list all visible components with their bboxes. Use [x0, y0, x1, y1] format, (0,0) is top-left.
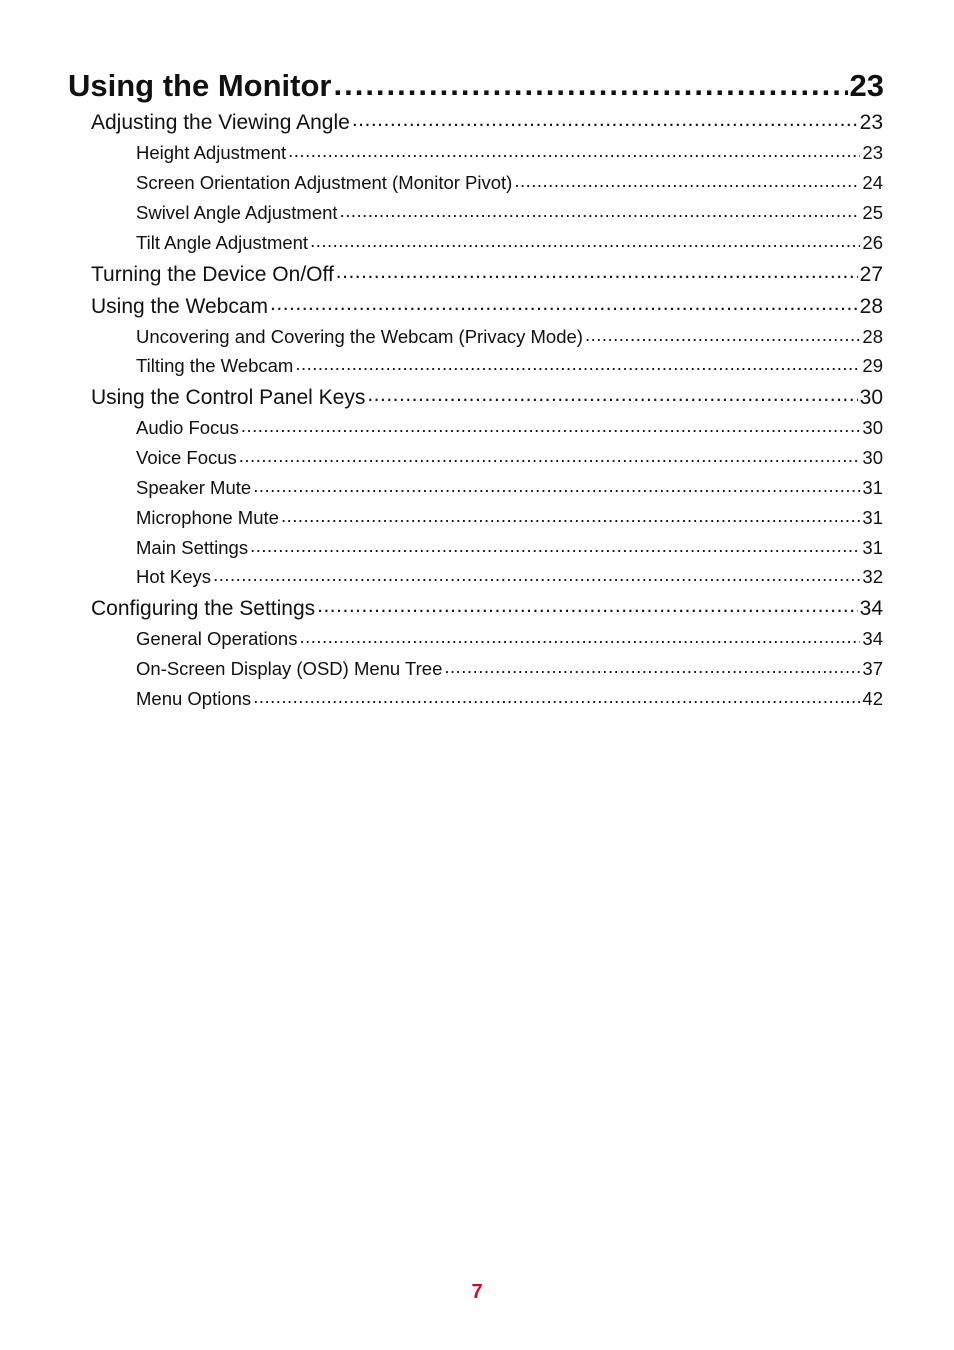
toc-leader-dots: [514, 169, 860, 189]
toc-leader-dots: [213, 563, 860, 583]
toc-subentry-page: 31: [862, 537, 883, 558]
toc-subentry-page: 30: [862, 417, 883, 438]
toc-subentry-page: 30: [862, 447, 883, 468]
toc-entry-page: 30: [859, 386, 883, 409]
toc-subentry[interactable]: [136, 414, 883, 440]
toc-heading-page: 23: [849, 68, 884, 103]
toc-subentry[interactable]: [136, 323, 883, 349]
toc-subentry[interactable]: [136, 655, 883, 681]
toc-entry-label: Turning the Device On/Off: [91, 263, 334, 286]
toc-subentry[interactable]: [136, 169, 883, 195]
toc-entry-page: 23: [859, 111, 883, 134]
page-number: 7: [471, 1281, 483, 1303]
toc-entry-label: Using the Webcam: [91, 295, 269, 318]
toc-subentry-label: Voice Focus: [136, 447, 237, 468]
toc-subentry-label: Tilting the Webcam: [136, 355, 294, 376]
toc-leader-dots: [288, 139, 860, 159]
toc-subentry-label: Menu Options: [136, 688, 252, 709]
toc-subentry[interactable]: [136, 534, 883, 560]
toc-heading-label: Using the Monitor: [68, 68, 332, 103]
toc-entry-label: Adjusting the Viewing Angle: [91, 111, 350, 134]
toc-subentry-label: Tilt Angle Adjustment: [136, 232, 309, 253]
toc-subentry-page: 23: [862, 142, 883, 163]
toc-subentry-page: 32: [862, 566, 883, 587]
toc-subentry[interactable]: [136, 474, 883, 500]
toc-leader-dots: [253, 685, 860, 705]
toc-subentry-page: 28: [862, 326, 883, 347]
toc-entry-page: 28: [859, 295, 883, 318]
toc-leader-dots: [352, 107, 858, 129]
toc-subentry-page: 42: [862, 688, 883, 709]
toc-subentry-page: 34: [862, 628, 883, 649]
toc-leader-dots: [253, 474, 860, 494]
toc-subentry[interactable]: [136, 504, 883, 530]
toc-subentry-label: Screen Orientation Adjustment (Monitor Pivot): [136, 172, 513, 193]
toc-leader-dots: [585, 323, 860, 343]
toc-subentry[interactable]: [136, 444, 883, 470]
toc-leader-dots: [299, 625, 860, 645]
toc-subentry-label: General Operations: [136, 628, 298, 649]
toc-leader-dots: [367, 382, 857, 404]
toc-subentry[interactable]: [136, 199, 883, 225]
toc-entry[interactable]: [91, 107, 883, 136]
toc-leader-dots: [281, 504, 860, 524]
toc-entry[interactable]: [91, 593, 883, 622]
toc-leader-dots: [340, 199, 861, 219]
toc-leader-dots: [241, 414, 861, 434]
toc-subentry-label: Height Adjustment: [136, 142, 287, 163]
toc-subentry-label: Speaker Mute: [136, 477, 252, 498]
toc-leader-dots: [239, 444, 861, 464]
toc-subentry-page: 31: [862, 507, 883, 528]
toc-entry-page: 27: [859, 263, 883, 286]
toc-leader-dots: [310, 229, 860, 249]
toc-leader-dots: [270, 291, 858, 313]
toc-entry[interactable]: [91, 291, 883, 320]
toc-subentry-page: 29: [862, 355, 883, 376]
toc-subentry[interactable]: [136, 625, 883, 651]
toc-subentry-label: Swivel Angle Adjustment: [136, 202, 338, 223]
toc-subentry-page: 26: [862, 232, 883, 253]
toc-subentry-label: Main Settings: [136, 537, 249, 558]
toc-entry[interactable]: [91, 382, 883, 411]
toc-entry-page: 34: [859, 597, 883, 620]
toc-leader-dots: [250, 534, 860, 554]
toc-subentry-label: Microphone Mute: [136, 507, 279, 528]
toc-subentry-label: Audio Focus: [136, 417, 239, 438]
toc-subentry[interactable]: [136, 685, 883, 711]
toc-leader-dots: [444, 655, 860, 675]
toc-subentry[interactable]: [136, 139, 883, 165]
toc-subentry-label: On-Screen Display (OSD) Menu Tree: [136, 658, 443, 679]
toc-subentry-page: 37: [862, 658, 883, 679]
toc-heading[interactable]: [68, 66, 884, 105]
toc-leader-dots: [333, 66, 847, 96]
toc-subentry[interactable]: [136, 352, 883, 378]
toc-subentry-label: Uncovering and Covering the Webcam (Privacy Mode): [136, 326, 583, 347]
toc-leader-dots: [336, 259, 858, 281]
toc-subentry[interactable]: [136, 229, 883, 255]
toc-subentry-page: 25: [862, 202, 883, 223]
toc-subentry-page: 24: [862, 172, 883, 193]
toc-subentry-page: 31: [862, 477, 883, 498]
toc-entry[interactable]: [91, 259, 883, 288]
toc-subentry[interactable]: [136, 563, 883, 589]
toc-subentry-label: Hot Keys: [136, 566, 212, 587]
toc-leader-dots: [317, 593, 858, 615]
toc-entry-label: Configuring the Settings: [91, 597, 316, 620]
toc-leader-dots: [295, 352, 860, 372]
toc-entry-label: Using the Control Panel Keys: [91, 386, 366, 409]
